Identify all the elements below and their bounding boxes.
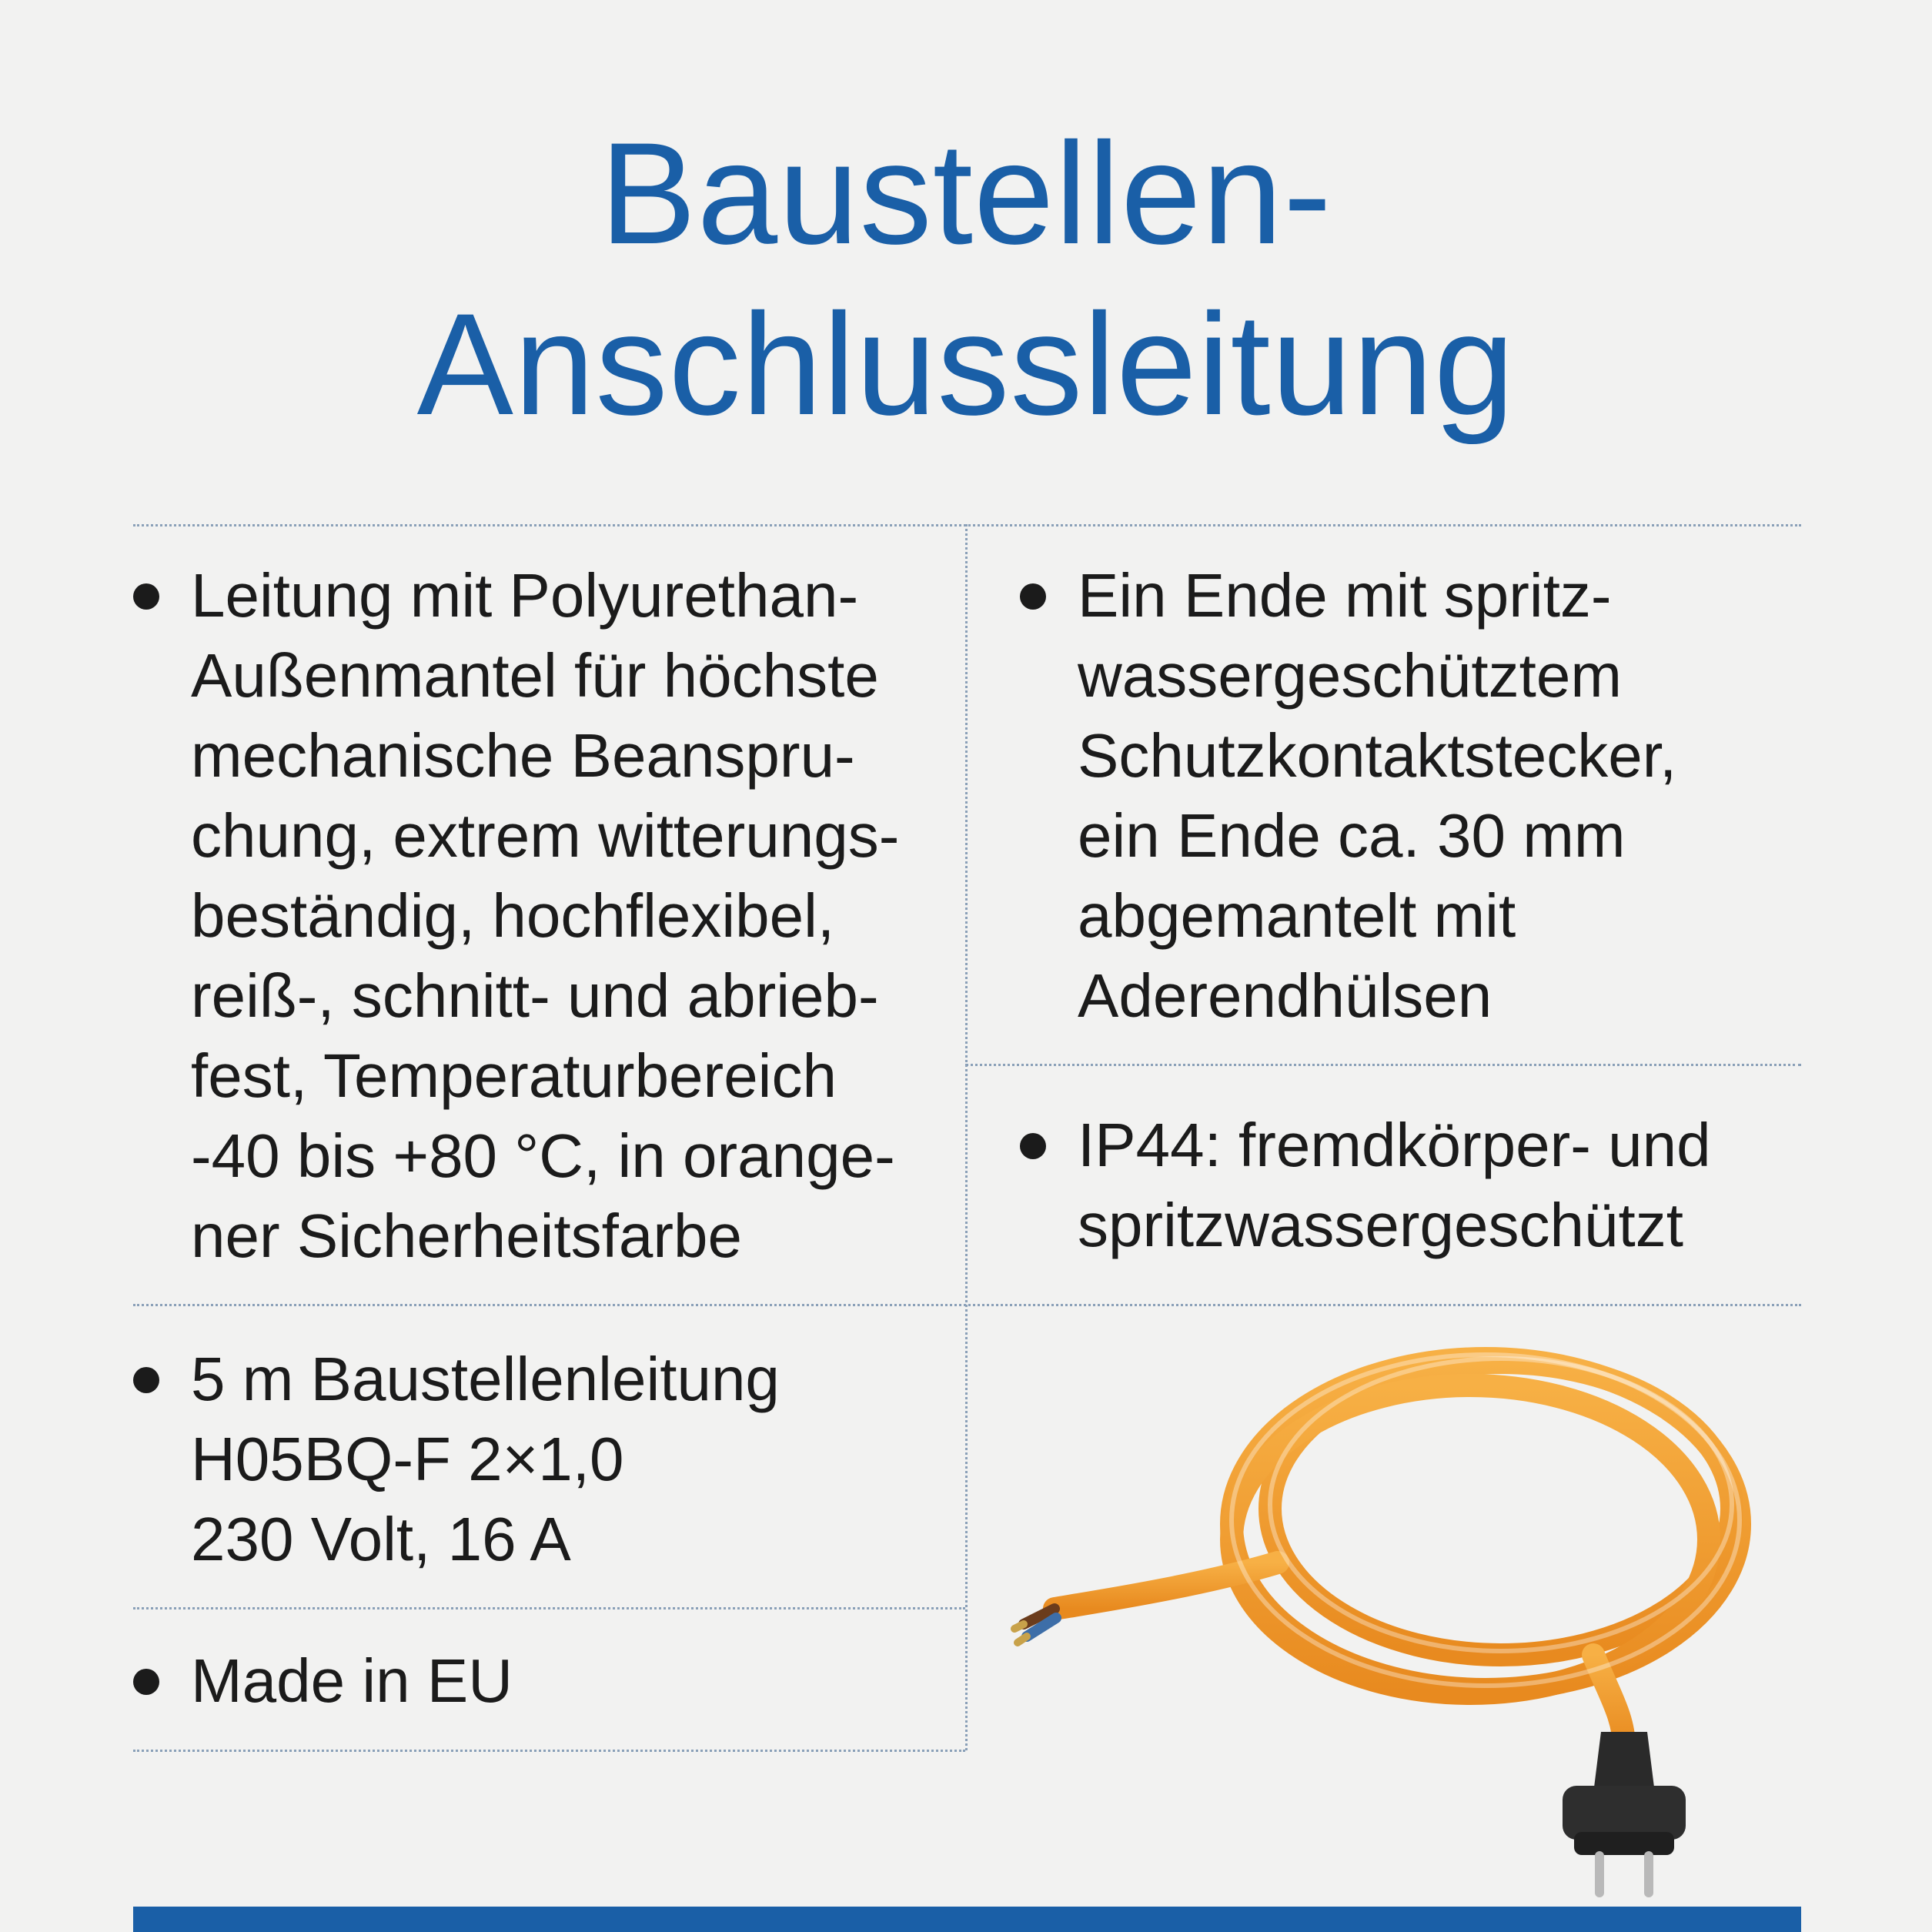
divider-left-bottom <box>133 1750 965 1752</box>
bottom-accent-bar <box>133 1907 1801 1932</box>
feature-line: Made in EU <box>191 1646 513 1715</box>
feature-polyurethane <box>133 556 899 1276</box>
feature-line: beständig, hochflexibel, <box>191 881 835 950</box>
feature-line: Leitung mit Polyurethan- <box>191 561 859 630</box>
title-line-1: Baustellen- <box>600 112 1332 274</box>
feature-line: IP44: fremdkörper- und <box>1078 1111 1711 1179</box>
feature-specs <box>133 1339 780 1579</box>
feature-line: ein Ende ca. 30 mm <box>1078 801 1626 870</box>
feature-line: 5 m Baustellenleitung <box>191 1345 780 1413</box>
feature-line: Schutzkontaktstecker, <box>1078 721 1677 790</box>
feature-line: Aderendhülsen <box>1078 961 1492 1030</box>
divider-middle <box>133 1304 1801 1306</box>
feature-ip44 <box>1020 1105 1711 1265</box>
feature-line: reiß-, schnitt- und abrieb- <box>191 961 879 1030</box>
bullet-dot <box>133 1669 159 1695</box>
feature-line: spritzwassergeschützt <box>1078 1191 1683 1259</box>
bullet-dot <box>133 1367 159 1393</box>
divider-left-lower <box>133 1607 965 1609</box>
bullet-dot <box>1020 583 1046 610</box>
title-line-2: Anschlussleitung <box>416 283 1516 445</box>
feature-line: H05BQ-F 2×1,0 <box>191 1425 624 1493</box>
feature-line: wassergeschütztem <box>1078 641 1622 710</box>
bullet-dot <box>133 583 159 610</box>
divider-right-middle <box>965 1064 1801 1066</box>
feature-line: chung, extrem witterungs- <box>191 801 900 870</box>
feature-line: 230 Volt, 16 A <box>191 1505 571 1573</box>
divider-vertical <box>965 524 968 1750</box>
feature-line: abgemantelt mit <box>1078 881 1516 950</box>
feature-line: Außenmantel für höchste <box>191 641 879 710</box>
feature-line: fest, Temperaturbereich <box>191 1041 837 1110</box>
feature-plug <box>1020 556 1676 1036</box>
feature-line: mechanische Beanspru- <box>191 721 855 790</box>
bullet-dot <box>1020 1133 1046 1159</box>
orange-cable-with-plug-icon <box>1008 1332 1786 1901</box>
feature-line: Ein Ende mit spritz- <box>1078 561 1612 630</box>
feature-line: ner Sicherheitsfarbe <box>191 1202 742 1270</box>
feature-origin <box>133 1641 513 1721</box>
feature-line: -40 bis +80 °C, in orange- <box>191 1121 895 1190</box>
page-title <box>0 108 1932 450</box>
